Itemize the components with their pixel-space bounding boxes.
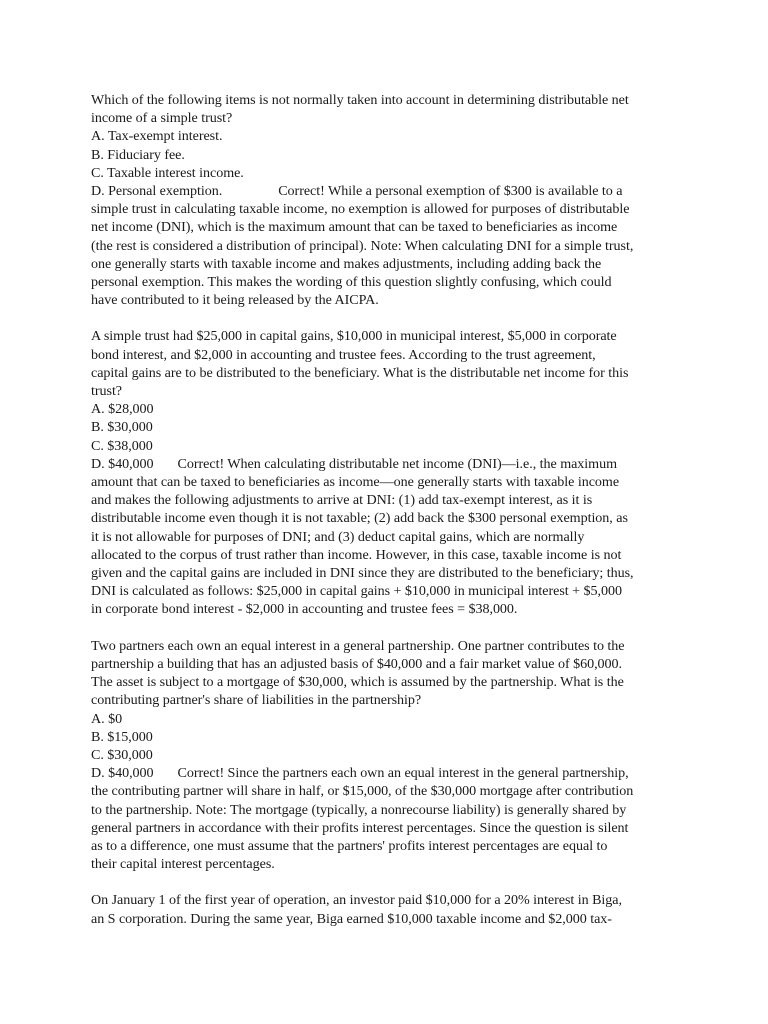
question-stem-line: Two partners each own an equal interest in a general partnership. One partner contributes to the — [91, 637, 625, 654]
question-stem-line: an S corporation. During the same year, Biga earned $10,000 taxable income and $2,000 tax- — [91, 910, 612, 927]
document-page — [91, 91, 676, 946]
explanation-line: (the rest is considered a distribution of principal). Note: When calculating DNI for a simple trust, — [91, 237, 634, 254]
question-block-3 — [91, 637, 676, 874]
option-c: C. $38,000 — [91, 437, 153, 454]
question-stem-line: trust? — [91, 383, 123, 400]
option-d-with-explanation — [91, 764, 676, 782]
option-a: A. $28,000 — [91, 401, 154, 418]
explanation-line: DNI is calculated as follows: $25,000 in capital gains + $10,000 in municipal interest + $5,000 — [91, 583, 622, 600]
explanation-start: Correct! Since the partners each own an equal interest in the general partnership, — [177, 765, 629, 782]
explanation-line: allocated to the corpus of trust rather than income. However, in this case, taxable income is not — [91, 546, 622, 563]
explanation-start: Correct! While a personal exemption of $300 is available to a — [278, 183, 623, 200]
option-a: A. $0 — [91, 710, 123, 727]
explanation-line: distributable income even though it is not taxable; (2) add back the $300 personal exemption, as — [91, 510, 628, 527]
explanation-line: in corporate bond interest - $2,000 in accounting and trustee fees = $38,000. — [91, 601, 518, 618]
question-stem-line: capital gains are to be distributed to the beneficiary. What is the distributable net income for this — [91, 364, 629, 381]
explanation-line: to the partnership. Note: The mortgage (typically, a nonrecourse liability) is generally shared by — [91, 801, 627, 818]
question-stem-line: contributing partner's share of liabilities in the partnership? — [91, 692, 422, 709]
option-d: D. $40,000 — [91, 455, 154, 472]
question-block-2 — [91, 327, 676, 618]
option-b: B. $30,000 — [91, 419, 153, 436]
question-block-4 — [91, 891, 676, 927]
explanation-line: general partners in accordance with their profits interest percentages. Since the question is silent — [91, 819, 629, 836]
question-stem-line: income of a simple trust? — [91, 110, 233, 127]
option-d: D. Personal exemption. — [91, 183, 223, 200]
explanation-line: personal exemption. This makes the wording of this question slightly confusing, which could — [91, 274, 612, 291]
explanation-line: amount that can be taxed to beneficiaries as income—one generally starts with taxable income — [91, 474, 620, 491]
option-d: D. $40,000 — [91, 765, 154, 782]
question-stem-line: Which of the following items is not normally taken into account in determining distributable net — [91, 92, 629, 108]
option-b: B. $15,000 — [91, 728, 153, 745]
question-stem-line: A simple trust had $25,000 in capital gains, $10,000 in municipal interest, $5,000 in corporate — [91, 328, 617, 345]
question-stem-line: bond interest, and $2,000 in accounting and trustee fees. According to the trust agreement, — [91, 346, 596, 363]
option-a: A. Tax-exempt interest. — [91, 128, 223, 145]
explanation-line: one generally starts with taxable income and makes adjustments, including adding back the — [91, 255, 602, 272]
option-b: B. Fiduciary fee. — [91, 146, 185, 163]
explanation-line: the contributing partner will share in half, or $15,000, of the $30,000 mortgage after contribution — [91, 783, 634, 800]
explanation-line: as to a difference, one must assume that the partners' profits interest percentages are equal to — [91, 837, 608, 854]
option-d-with-explanation — [91, 455, 676, 473]
option-c: C. Taxable interest income. — [91, 164, 244, 181]
explanation-line: simple trust in calculating taxable income, no exemption is allowed for purposes of distributable — [91, 201, 630, 218]
option-d-with-explanation — [91, 182, 676, 200]
question-stem-line: The asset is subject to a mortgage of $30,000, which is assumed by the partnership. What is the — [91, 674, 624, 691]
explanation-line: net income (DNI), which is the maximum amount that can be taxed to beneficiaries as income — [91, 219, 618, 236]
explanation-start: Correct! When calculating distributable net income (DNI)—i.e., the maximum — [177, 455, 617, 472]
explanation-line: given and the capital gains are included in DNI since they are distributed to the beneficiary; thus, — [91, 565, 634, 582]
question-block-1 — [91, 91, 676, 309]
explanation-line: have contributed to it being released by the AICPA. — [91, 292, 379, 309]
explanation-line: their capital interest percentages. — [91, 856, 275, 873]
explanation-line: it is not allowable for purposes of DNI; and (3) deduct capital gains, which are normally — [91, 528, 585, 545]
explanation-line: and makes the following adjustments to arrive at DNI: (1) add tax-exempt interest, as it is — [91, 492, 593, 509]
question-stem-line: partnership a building that has an adjusted basis of $40,000 and a fair market value of $60,000. — [91, 655, 623, 672]
question-stem-line: On January 1 of the first year of operation, an investor paid $10,000 for a 20% interest in Biga, — [91, 892, 622, 909]
option-c: C. $30,000 — [91, 746, 153, 763]
